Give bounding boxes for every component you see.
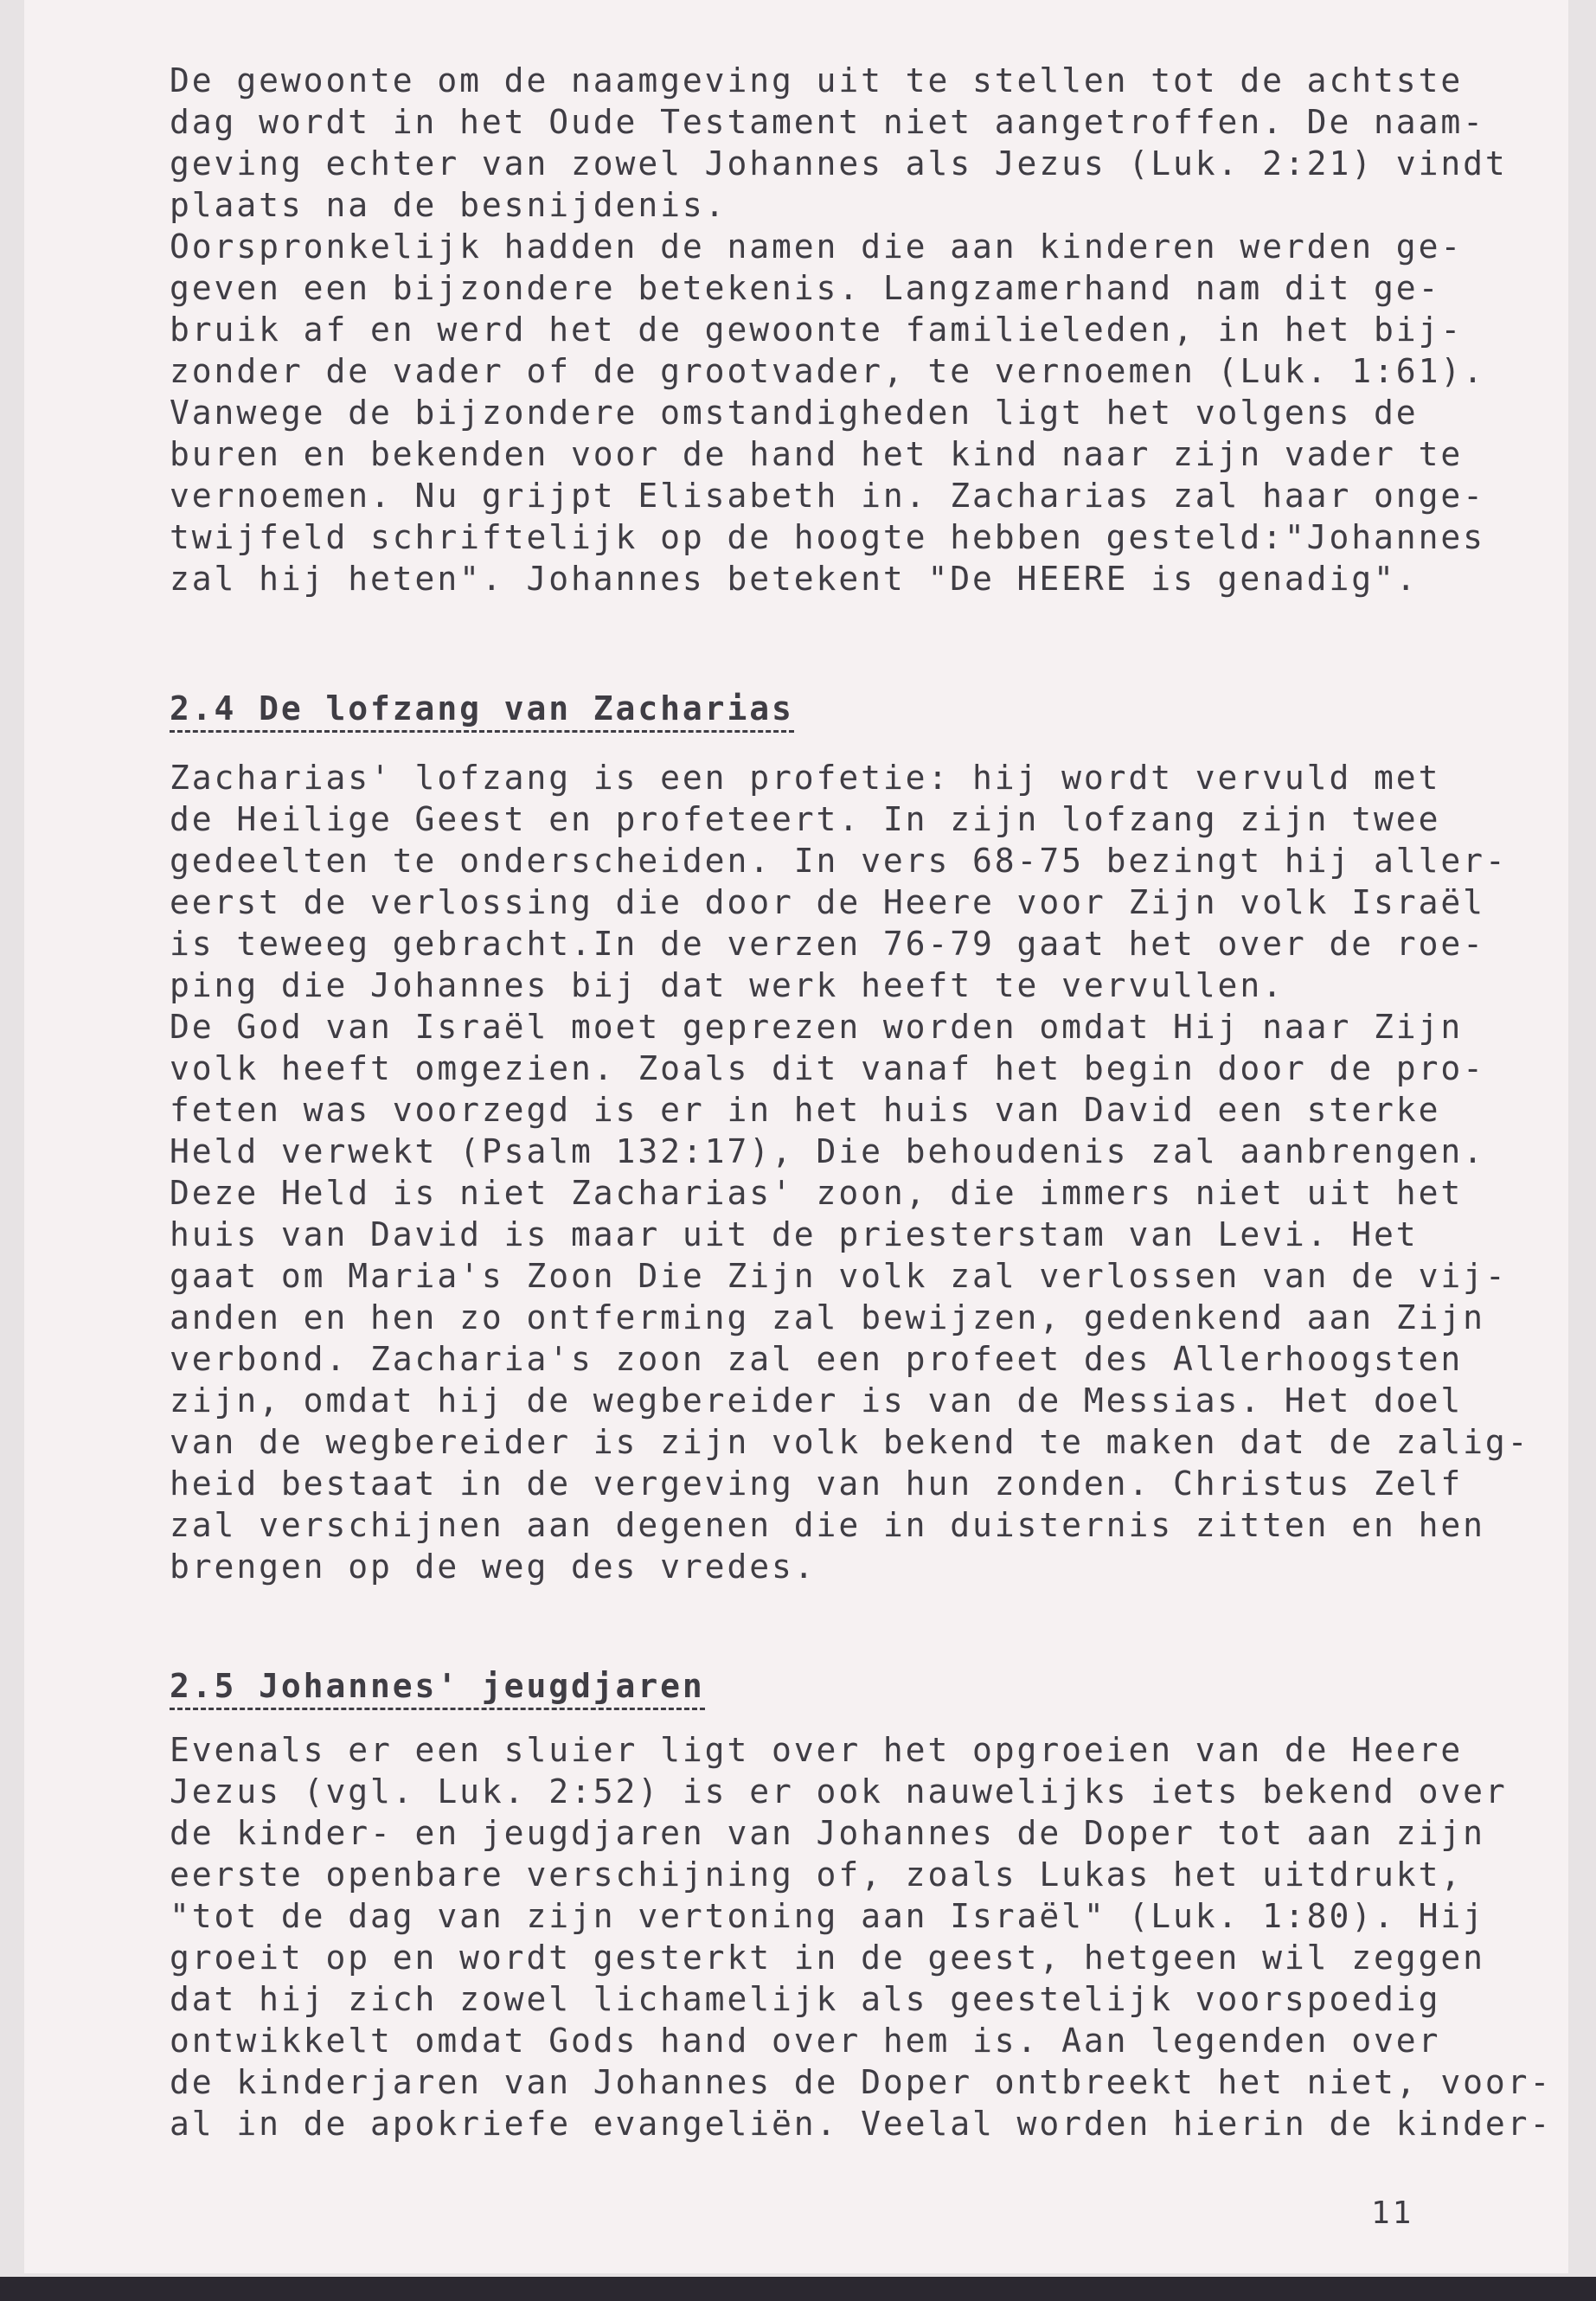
text-line: de kinder- en jeugdjaren van Johannes de Doper tot aan zijn [170, 1814, 1485, 1852]
text-line: dat hij zich zowel lichamelijk als geestelijk voorspoedig [170, 1980, 1441, 2018]
text-line: zal verschijnen aan degenen die in duisternis zitten en hen [170, 1506, 1485, 1544]
text-line: De gewoonte om de naamgeving uit te stellen tot de achtste [170, 61, 1464, 99]
text-line: gedeelten te onderscheiden. In vers 68-75 bezingt hij aller- [170, 842, 1508, 880]
text-line: gaat om Maria's Zoon Die Zijn volk zal verlossen van de vij- [170, 1257, 1508, 1295]
text-line: zal hij heten". Johannes betekent "De HEERE is genadig". [170, 560, 1419, 598]
text-line: verbond. Zacharia's zoon zal een profeet des Allerhoogsten [170, 1340, 1464, 1378]
text-line: feten was voorzegd is er in het huis van David een sterke [170, 1091, 1441, 1129]
text-line: geving echter van zowel Johannes als Jezus (Luk. 2:21) vindt [170, 144, 1508, 183]
text-line: Zacharias' lofzang is een profetie: hij wordt vervuld met [170, 759, 1441, 797]
text-line: Evenals er een sluier ligt over het opgroeien van de Heere [170, 1731, 1464, 1769]
text-line: Held verwekt (Psalm 132:17), Die behoudenis zal aanbrengen. [170, 1132, 1485, 1170]
text-line: plaats na de besnijdenis. [170, 186, 727, 224]
text-line: ping die Johannes bij dat werk heeft te vervullen. [170, 966, 1285, 1004]
text-line: Vanwege de bijzondere omstandigheden ligt het volgens de [170, 394, 1419, 432]
text-line: De God van Israël moet geprezen worden omdat Hij naar Zijn [170, 1008, 1464, 1046]
text-line: Jezus (vgl. Luk. 2:52) is er ook nauwelijks iets bekend over [170, 1772, 1508, 1811]
text-line: zonder de vader of de grootvader, te vernoemen (Luk. 1:61). [170, 352, 1485, 390]
text-line: ontwikkelt omdat Gods hand over hem is. Aan legenden over [170, 2022, 1441, 2060]
text-line: buren en bekenden voor de hand het kind naar zijn vader te [170, 435, 1464, 473]
scan-bottom-edge [0, 2277, 1596, 2301]
text-line: bruik af en werd het de gewoonte familieleden, in het bij- [170, 311, 1464, 349]
section-heading-2-5: 2.5 Johannes' jeugdjaren [170, 1670, 705, 1710]
page-number: 11 [1371, 2195, 1414, 2231]
text-line: van de wegbereider is zijn volk bekend te maken dat de zalig- [170, 1423, 1530, 1461]
text-line: zijn, omdat hij de wegbereider is van de Messias. Het doel [170, 1381, 1464, 1420]
text-line: heid bestaat in de vergeving van hun zonden. Christus Zelf [170, 1465, 1464, 1503]
text-line: de Heilige Geest en profeteert. In zijn lofzang zijn twee [170, 800, 1441, 838]
text-line: al in de apokriefe evangeliën. Veelal worden hierin de kinder- [170, 2105, 1553, 2143]
text-line: groeit op en wordt gesterkt in de geest, hetgeen wil zeggen [170, 1939, 1485, 1977]
text-line: eerste openbare verschijning of, zoals Lukas het uitdrukt, [170, 1856, 1464, 1894]
text-line: twijfeld schriftelijk op de hoogte hebben gesteld:"Johannes [170, 518, 1485, 556]
text-line: huis van David is maar uit de priesterstam van Levi. Het [170, 1215, 1419, 1253]
text-line: eerst de verlossing die door de Heere voor Zijn volk Israël [170, 883, 1485, 921]
text-line: is teweeg gebracht.In de verzen 76-79 gaat het over de roe- [170, 925, 1485, 963]
text-line: volk heeft omgezien. Zoals dit vanaf het begin door de pro- [170, 1049, 1485, 1087]
text-line: "tot de dag van zijn vertoning aan Israël" (Luk. 1:80). Hij [170, 1897, 1485, 1935]
section-heading-2-4: 2.4 De lofzang van Zacharias [170, 692, 794, 733]
text-line: de kinderjaren van Johannes de Doper ontbreekt het niet, voor- [170, 2063, 1553, 2101]
text-line: dag wordt in het Oude Testament niet aangetroffen. De naam- [170, 103, 1485, 141]
text-line: Deze Held is niet Zacharias' zoon, die immers niet uit het [170, 1174, 1464, 1212]
text-line: geven een bijzondere betekenis. Langzamerhand nam dit ge- [170, 269, 1441, 307]
text-line: Oorspronkelijk hadden de namen die aan kinderen werden ge- [170, 228, 1464, 266]
text-line: vernoemen. Nu grijpt Elisabeth in. Zacharias zal haar onge- [170, 477, 1485, 515]
text-line: brengen op de weg des vredes. [170, 1548, 817, 1586]
text-line: anden en hen zo ontferming zal bewijzen, gedenkend aan Zijn [170, 1298, 1485, 1336]
